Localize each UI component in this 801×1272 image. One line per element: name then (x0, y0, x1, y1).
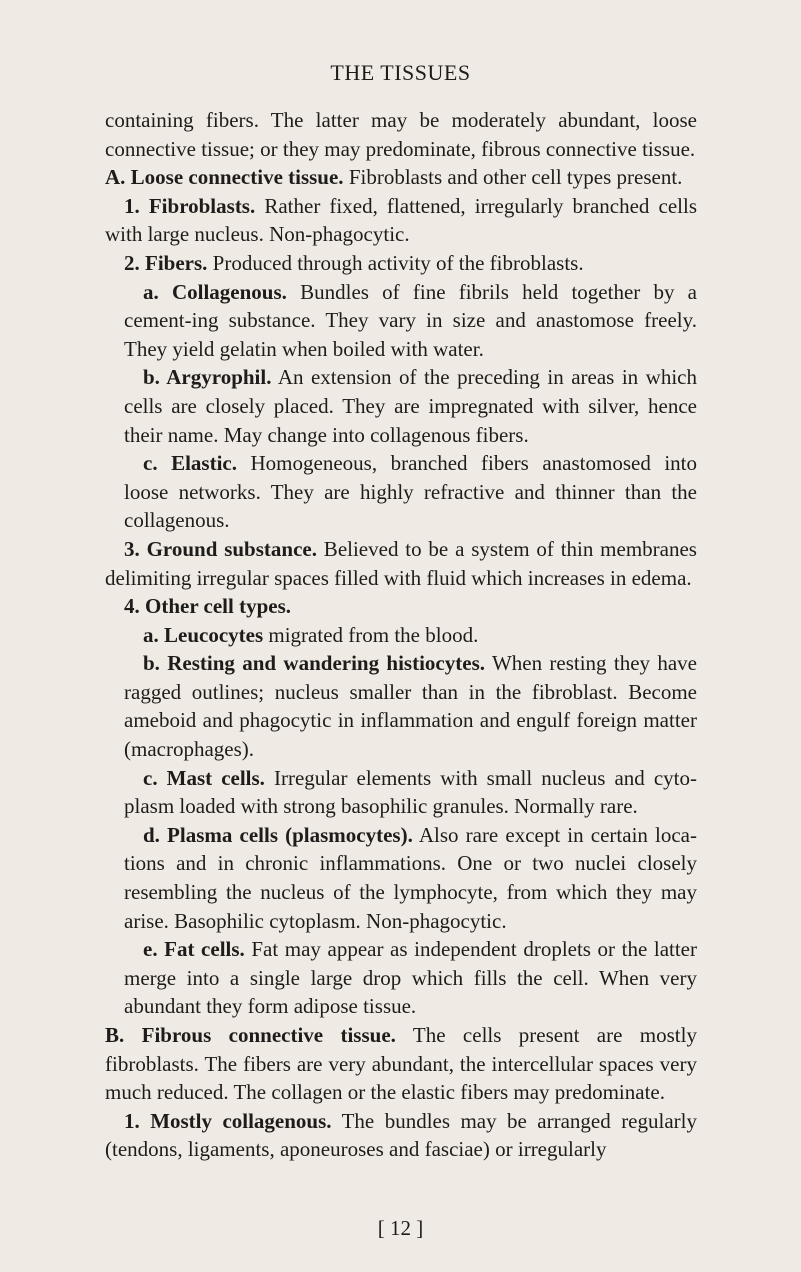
item-fibers: 2. Fibers. Produced through activity of the fibroblasts. (124, 250, 584, 275)
subitem-plasma-cells: d. Plasma cells (plasmocytes). Also rare except in certain loca-tions and in chronic inflammations. One or two nuclei closely resembling the nucleus of the lymphocyte, from which they may arise. Basophilic cytoplasm. Non-phagocytic. (124, 822, 697, 933)
subitem-fat-cells: e. Fat cells. Fat may appear as independent droplets or the latter merge into a single large drop which fills the cell. When very abundant they form adipose tissue. (124, 937, 697, 1019)
running-head: THE TISSUES (330, 60, 471, 85)
item-other-cell-types (105, 592, 697, 621)
subitem-head: e. Fat cells. (143, 937, 245, 962)
subitem-argyrophil: b. Argyrophil. An extension of the preceding in areas in which cells are closely placed. They are impregnated with silver, hence their name. May change into collagenous fibers. (124, 365, 698, 447)
section-head: B. Fibrous connective tissue. (105, 1023, 396, 1047)
item-head: 4. Other cell types. (124, 594, 291, 619)
subitem-histiocytes: b. Resting and wandering histiocytes. When resting they have ragged outlines; nucleus smaller than in the fibroblast. Become ameboid and phagocytic in inflammation and engulf foreign matter (macrophages). (124, 651, 698, 762)
subitem-leucocytes: a. Leucocytes migrated from the blood. (143, 622, 479, 647)
section-a-heading: A. Loose connective tissue. Fibroblasts and other cell types present. (105, 165, 683, 190)
subitem-head: c. Mast cells. (143, 765, 265, 790)
item-fibroblasts: 1. Fibroblasts. Rather fixed, flattened, irregularly branched cells with large nucleus. Non-phagocytic. (105, 193, 697, 247)
subitem-elastic: c. Elastic. Homogeneous, branched fibers anastomosed into loose networks. They are highly refractive and thinner than the collagenous. (124, 451, 698, 533)
item-head: 1. Fibroblasts. (124, 193, 256, 218)
page-number: [ 12 ] (377, 1216, 424, 1240)
subitem-collagenous: a. Collagenous. Bundles of fine fibrils held together by a cement-ing substance. They vary in size and anastomose freely. They yield gelatin when boiled with water. (124, 279, 698, 361)
subitem-head: b. Resting and wandering histiocytes. (143, 651, 485, 676)
item-mostly-collagenous: 1. Mostly collagenous. The bundles may be arranged regularly (tendons, ligaments, aponeuroses and fasciae) or irregularly (105, 1108, 697, 1162)
subitem-head: a. Leucocytes (143, 622, 264, 647)
item-head: 2. Fibers. (124, 250, 208, 275)
paragraph-intro: containing fibers. The latter may be moderately abundant, loose connective tissue; or they may predominate, fibrous connective tissue. (105, 108, 697, 161)
item-head: 1. Mostly collagenous. (124, 1108, 332, 1133)
subitem-head: d. Plasma cells (plasmocytes). (143, 822, 413, 847)
item-ground-substance: 3. Ground substance. Believed to be a system of thin membranes delimiting irregular spaces filled with fluid which increases in edema. (105, 536, 697, 590)
subitem-head: b. Argyrophil. (143, 365, 272, 390)
body-text (105, 106, 697, 1164)
section-b-heading: B. Fibrous connective tissue. The cells present are mostly fibroblasts. The fibers are very abundant, the intercellular spaces very much reduced. The collagen or the elastic fibers may predominate. (105, 1023, 697, 1105)
subitem-head: c. Elastic. (143, 451, 237, 476)
item-head: 3. Ground substance. (124, 536, 317, 561)
subitem-mast-cells: c. Mast cells. Irregular elements with small nucleus and cyto-plasm loaded with strong basophilic granules. Normally rare. (124, 765, 697, 819)
subitem-head: a. Collagenous. (143, 279, 287, 304)
section-head: A. Loose connective tissue. (105, 165, 344, 190)
